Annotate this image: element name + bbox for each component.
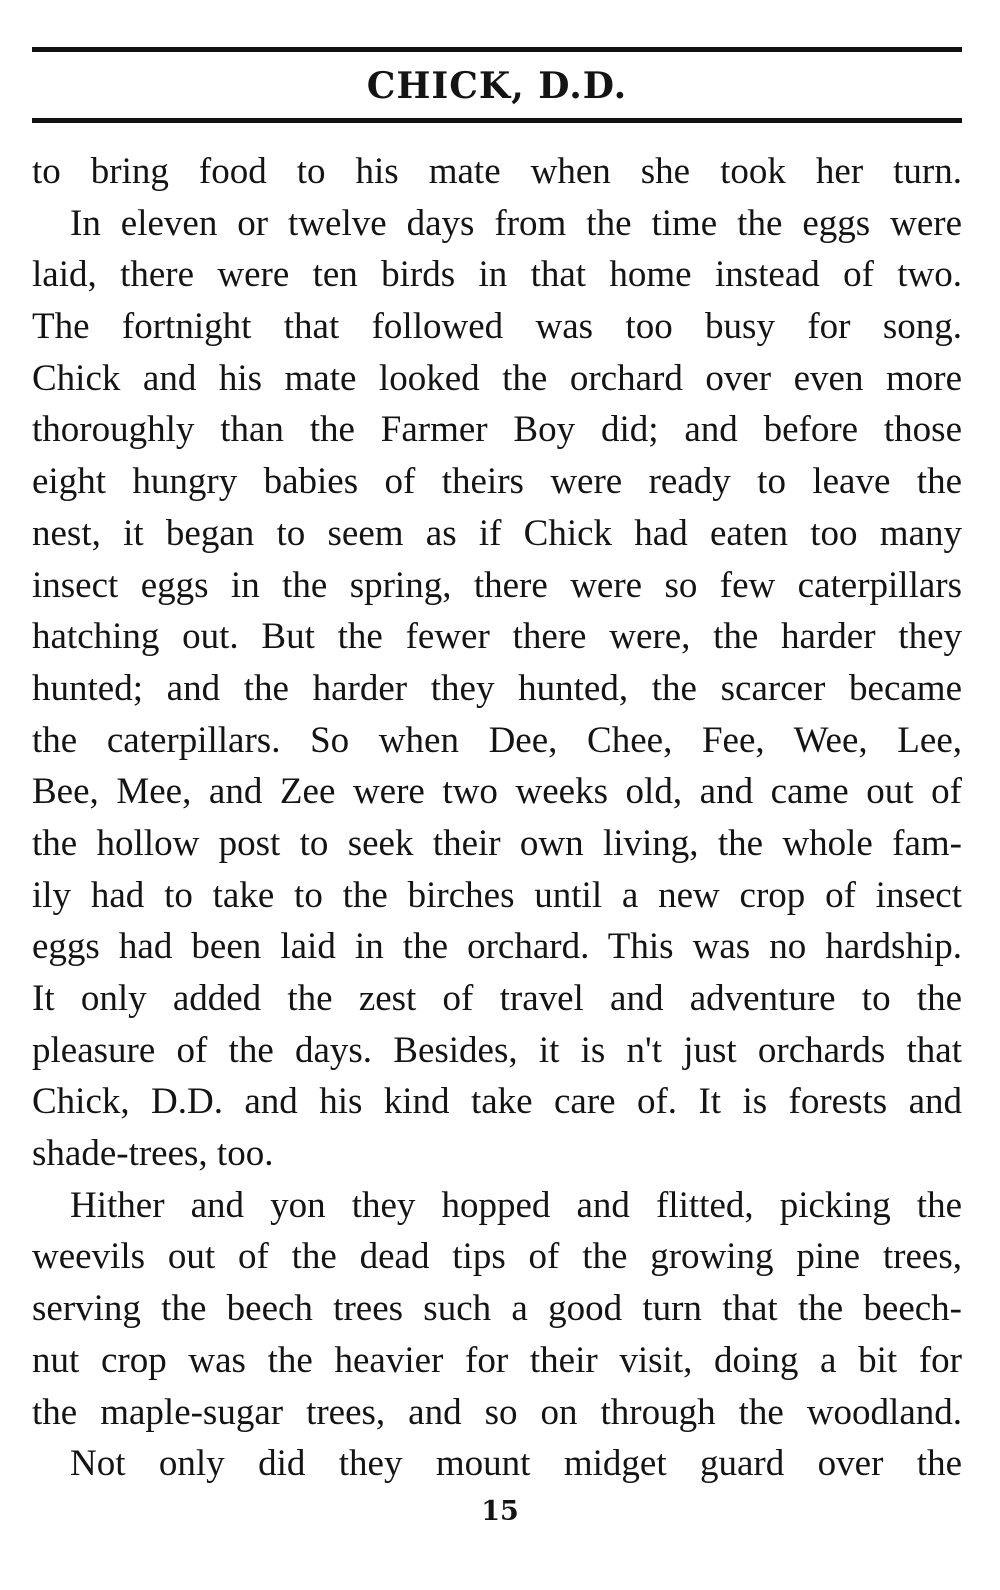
- text-line: the hollow post to seek their own living, the whole fam-: [32, 822, 962, 864]
- text-line: eight hungry babies of theirs were ready to leave the: [32, 461, 962, 503]
- running-head-title: CHICK, D.D.: [366, 65, 628, 107]
- text-line: Chick, D.D. and his kind take care of. It is forests and: [32, 1081, 962, 1123]
- text-line: hatching out. But the fewer there were, the harder they: [32, 616, 962, 658]
- text-line: Hither and yon they hopped and flitted, picking the: [70, 1184, 962, 1226]
- text-line: to bring food to his mate when she took her turn.: [32, 151, 962, 192]
- text-line: Bee, Mee, and Zee were two weeks old, and came out of: [32, 771, 962, 813]
- text-line: thoroughly than the Farmer Boy did; and before those: [32, 409, 962, 451]
- page-number: 15: [481, 1496, 519, 1527]
- text-line: shade-trees, too.: [32, 1133, 274, 1175]
- body-text: [32, 146, 962, 1490]
- text-line: It only added the zest of travel and adventure to the: [32, 978, 962, 1019]
- text-line: pleasure of the days. Besides, it is n't just orchards that: [32, 1029, 962, 1071]
- text-line: Chick and his mate looked the orchard over even more: [32, 357, 962, 399]
- text-line: In eleven or twelve days from the time the eggs were: [70, 202, 962, 244]
- text-line: ily had to take to the birches until a new crop of insect: [32, 874, 962, 916]
- text-line: nut crop was the heavier for their visit, doing a bit for: [32, 1339, 962, 1381]
- text-line: the caterpillars. So when Dee, Chee, Fee, Wee, Lee,: [32, 719, 962, 761]
- text-line: The fortnight that followed was too busy for song.: [32, 306, 962, 348]
- text-line: nest, it began to seem as if Chick had eaten too many: [32, 512, 962, 554]
- header-bottom-rule: [32, 118, 962, 123]
- text-line: weevils out of the dead tips of the growing pine trees,: [32, 1236, 962, 1278]
- text-line: the maple-sugar trees, and so on through the woodland.: [32, 1391, 962, 1433]
- text-line: Not only did they mount midget guard over the: [70, 1443, 962, 1485]
- header-top-rule: [32, 47, 962, 52]
- text-line: serving the beech trees such a good turn that the beech-: [32, 1288, 962, 1330]
- text-line: eggs had been laid in the orchard. This was no hardship.: [32, 926, 962, 968]
- text-line: laid, there were ten birds in that home instead of two.: [32, 254, 962, 296]
- text-line: insect eggs in the spring, there were so few caterpillars: [32, 564, 962, 606]
- text-line: hunted; and the harder they hunted, the scarcer became: [32, 667, 962, 709]
